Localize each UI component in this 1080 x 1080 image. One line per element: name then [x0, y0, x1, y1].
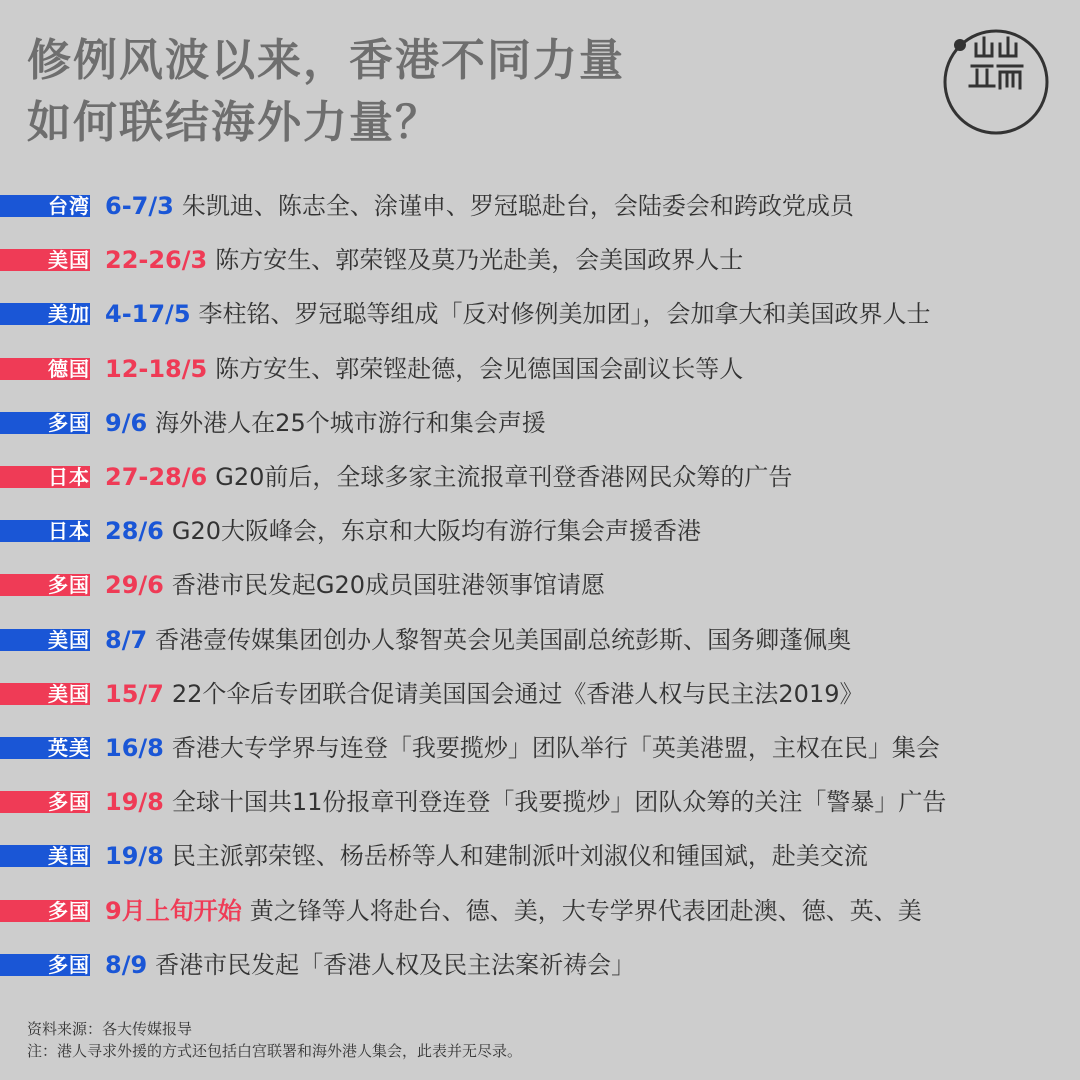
title-line-1: 修例风波以来，香港不同力量 [27, 35, 625, 86]
initium-media-logo-icon [942, 28, 1050, 136]
region-tag: 英美 [48, 736, 90, 760]
event-line [105, 460, 792, 494]
event-description: 香港市民发起「香港人权及民主法案祈祷会」 [155, 950, 636, 979]
region-tag: 日本 [48, 519, 90, 544]
timeline-row [0, 180, 1080, 234]
timeline-row [0, 234, 1080, 288]
title-line-2: 如何联结海外力量？ [27, 97, 441, 148]
region-tag: 美加 [48, 302, 90, 327]
region-tag: 美国 [48, 248, 90, 273]
timeline-row [0, 885, 1080, 939]
event-line [105, 352, 743, 386]
footnote: 注：港人寻求外援的方式还包括白宫联署和海外港人集会，此表并无尽录。 [27, 1042, 523, 1060]
event-description: 朱凯迪、陈志全、涂谨申、罗冠聪赴台，会陆委会和跨政党成员 [181, 192, 854, 220]
event-line [105, 948, 635, 982]
event-description: 陈方安生、郭荣铿及莫乃光赴美，会美国政界人士 [215, 246, 744, 275]
event-description: 黄之锋等人将赴台、德、美，大专学界代表团赴澳、德、英、美 [249, 896, 922, 925]
event-date: 8/7 [105, 625, 148, 654]
timeline-row [0, 614, 1080, 668]
event-description: 李柱铭、罗冠聪等组成「反对修例美加团」，会加拿大和美国政界人士 [198, 300, 931, 329]
event-description: 22个伞后专团联合促请美国国会通过《香港人权与民主法2019》 [171, 679, 864, 708]
region-tag: 美国 [48, 844, 90, 869]
event-line [105, 677, 864, 711]
timeline-row [0, 668, 1080, 722]
event-date: 15/7 [105, 679, 164, 708]
timeline-row [0, 451, 1080, 505]
event-line [105, 894, 922, 928]
timeline-row [0, 776, 1080, 830]
event-line [105, 785, 946, 819]
region-tag: 台湾 [48, 194, 90, 218]
event-line [105, 568, 605, 602]
source-note: 资料来源：各大传媒报导 [27, 1020, 193, 1038]
event-line [105, 514, 701, 548]
event-date: 12-18/5 [105, 354, 208, 383]
event-date: 22-26/3 [105, 246, 208, 275]
event-description: 海外港人在25个城市游行和集会声援 [155, 408, 546, 437]
event-line [105, 297, 931, 331]
region-tag: 多国 [48, 898, 90, 923]
region-tag: 多国 [48, 410, 90, 435]
event-description: 香港壹传媒集团创办人黎智英会见美国副总统彭斯、国务卿蓬佩奥 [155, 625, 852, 654]
event-line [105, 731, 940, 765]
timeline-row [0, 559, 1080, 613]
event-description: 香港市民发起G20成员国驻港领事馆请愿 [171, 571, 606, 600]
event-date: 16/8 [105, 734, 164, 762]
page-title [27, 30, 625, 154]
event-line [105, 406, 546, 440]
region-tag: 多国 [48, 790, 90, 815]
timeline-row [0, 397, 1080, 451]
event-date: 6-7/3 [105, 192, 174, 220]
event-date: 4-17/5 [105, 300, 191, 329]
event-date: 29/6 [105, 571, 164, 600]
event-line [105, 189, 854, 223]
event-description: G20大阪峰会，东京和大阪均有游行集会声援香港 [171, 517, 702, 546]
region-tag: 多国 [48, 573, 90, 598]
event-date: 19/8 [105, 788, 164, 817]
timeline-row [0, 939, 1080, 993]
footer-notes [27, 1018, 522, 1062]
event-description: 陈方安生、郭荣铿赴德，会见德国国会副议长等人 [215, 354, 744, 383]
event-line [105, 243, 743, 277]
timeline-row [0, 722, 1080, 776]
region-tag: 日本 [48, 465, 90, 489]
timeline-row [0, 505, 1080, 559]
event-description: 全球十国共11份报章刊登连登「我要揽炒」团队众筹的关注「警暴」广告 [171, 788, 947, 817]
event-date: 9/6 [105, 408, 148, 437]
region-tag: 美国 [48, 627, 90, 652]
region-tag: 德国 [48, 356, 90, 381]
event-date: 9月上旬开始 [105, 896, 242, 925]
timeline-row [0, 288, 1080, 342]
event-description: G20前后，全球多家主流报章刊登香港网民众筹的广告 [215, 463, 793, 491]
event-date: 19/8 [105, 842, 164, 871]
event-description: 民主派郭荣铿、杨岳桥等人和建制派叶刘淑仪和锺国斌，赴美交流 [171, 842, 868, 871]
event-line [105, 623, 851, 657]
event-line [105, 839, 868, 873]
event-date: 28/6 [105, 517, 164, 546]
region-tag: 多国 [48, 952, 90, 977]
event-date: 27-28/6 [105, 463, 208, 491]
timeline-row [0, 343, 1080, 397]
event-description: 香港大专学界与连登「我要揽炒」团队举行「英美港盟，主权在民」集会 [171, 734, 940, 762]
region-tag: 美国 [48, 681, 90, 706]
event-date: 8/9 [105, 950, 148, 979]
timeline-row [0, 830, 1080, 884]
